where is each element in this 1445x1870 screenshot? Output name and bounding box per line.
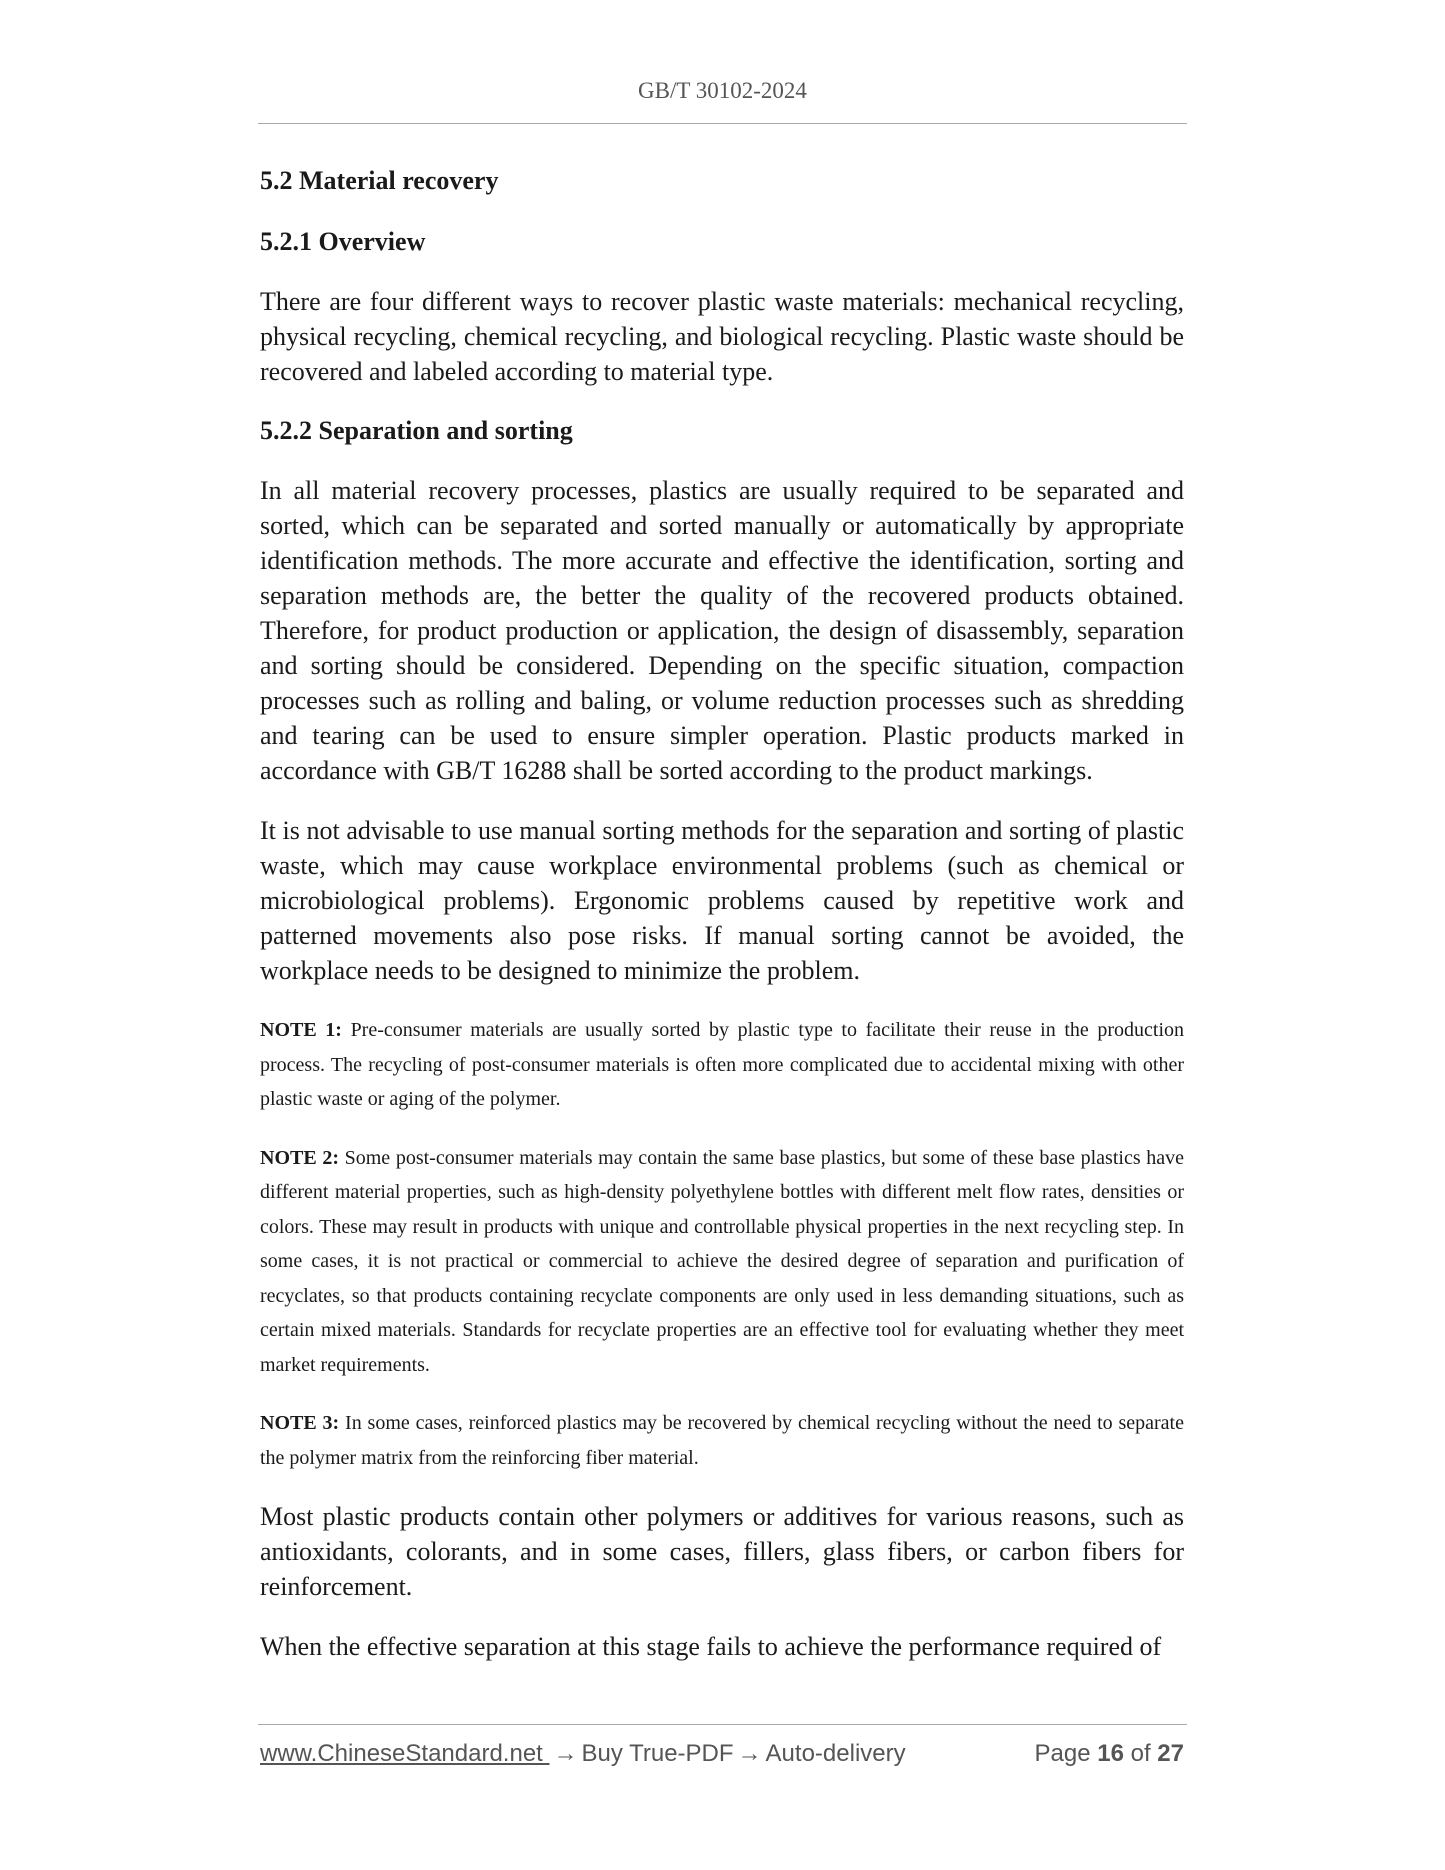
arrow-right-icon: → — [553, 1740, 578, 1767]
note-label: NOTE 1: — [260, 1019, 342, 1041]
total-pages: 27 — [1157, 1740, 1184, 1767]
subsection-heading-overview: 5.2.1 Overview — [260, 227, 426, 256]
note-label: NOTE 2: — [260, 1146, 339, 1169]
of-word: of — [1130, 1740, 1151, 1767]
separation-paragraph-3: Most plastic products contain other polymers or additives for various reasons, such as antioxidants, colorants, and in some cases, fillers, glass fibers, or carbon fibers for reinforcement. — [260, 1502, 1184, 1601]
separation-paragraph-4: When the effective separation at this stage fails to achieve the performance required of — [260, 1632, 1162, 1661]
section-heading-5-2: 5.2 Material recovery — [260, 166, 499, 195]
note-1 — [260, 1013, 1184, 1117]
page-word: Page — [1034, 1740, 1091, 1767]
note-label: NOTE 3: — [260, 1412, 340, 1434]
current-page: 16 — [1097, 1740, 1124, 1767]
footer-divider — [258, 1724, 1187, 1725]
subsection-heading-separation: 5.2.2 Separation and sorting — [260, 416, 573, 445]
buy-true-pdf-text: Buy True-PDF — [581, 1740, 734, 1767]
auto-delivery-text: Auto-delivery — [765, 1740, 906, 1767]
overview-paragraph: There are four different ways to recover plastic waste materials: mechanical recycling, physical recycling, chemical recycling, and biological recycling. Plastic waste should be recovered and labeled according to material type. — [260, 287, 1184, 386]
note-text: Some post-consumer materials may contain the same base plastics, but some of these base plastics have different material properties, such as high-density polyethylene bottles with different melt flow rates, densities or colors. These may result in products with unique and controllable physical properties in the next recycling step. In some cases, it is not practical or commercial to achieve the desired degree of separation and purification of recyclates, so that products containing recyclate components are only used in less demanding situations, such as certain mixed materials. Standards for recyclate properties are an effective tool for evaluating whether they meet market requirements. — [260, 1146, 1184, 1376]
header-divider — [258, 123, 1187, 124]
note-text: In some cases, reinforced plastics may be recovered by chemical recycling without the need to separate the polymer matrix from the reinforcing fiber material. — [260, 1412, 1184, 1469]
note-2 — [260, 1141, 1184, 1383]
note-3 — [260, 1406, 1184, 1475]
page-footer — [260, 1740, 1184, 1776]
separation-paragraph-2: It is not advisable to use manual sorting methods for the separation and sorting of plastic waste, which may cause workplace environmental problems (such as chemical or microbiological problems). Ergonomic problems caused by repetitive work and patterned movements also pose risks. If manual sorting cannot be avoided, the workplace needs to be designed to minimize the problem. — [260, 816, 1184, 985]
arrow-right-icon: → — [737, 1740, 762, 1767]
website-link[interactable]: www.ChineseStandard.net — [260, 1740, 550, 1767]
separation-paragraph-1: In all material recovery processes, plastics are usually required to be separated and sorted, which can be separated and sorted manually or automatically by appropriate identification methods. The more accurate and effective the identification, sorting and separation methods are, the better the quality of the recovered products obtained. Therefore, for product production or application, the design of disassembly, separation and sorting should be considered. Depending on the specific situation, compaction processes such as rolling and baling, or volume reduction processes such as shredding and tearing can be used to ensure simpler operation. Plastic products marked in accordance with GB/T 16288 shall be sorted according to the product markings. — [260, 476, 1184, 785]
note-text: Pre-consumer materials are usually sorted by plastic type to facilitate their reuse in the production process. The recycling of post-consumer materials is often more complicated due to accidental mixing with other plastic waste or aging of the polymer. — [260, 1019, 1185, 1110]
document-header: GB/T 30102-2024 — [638, 78, 807, 103]
page-number — [1035, 1740, 1185, 1768]
footer-promo — [260, 1740, 906, 1768]
page-content — [260, 164, 1184, 1689]
